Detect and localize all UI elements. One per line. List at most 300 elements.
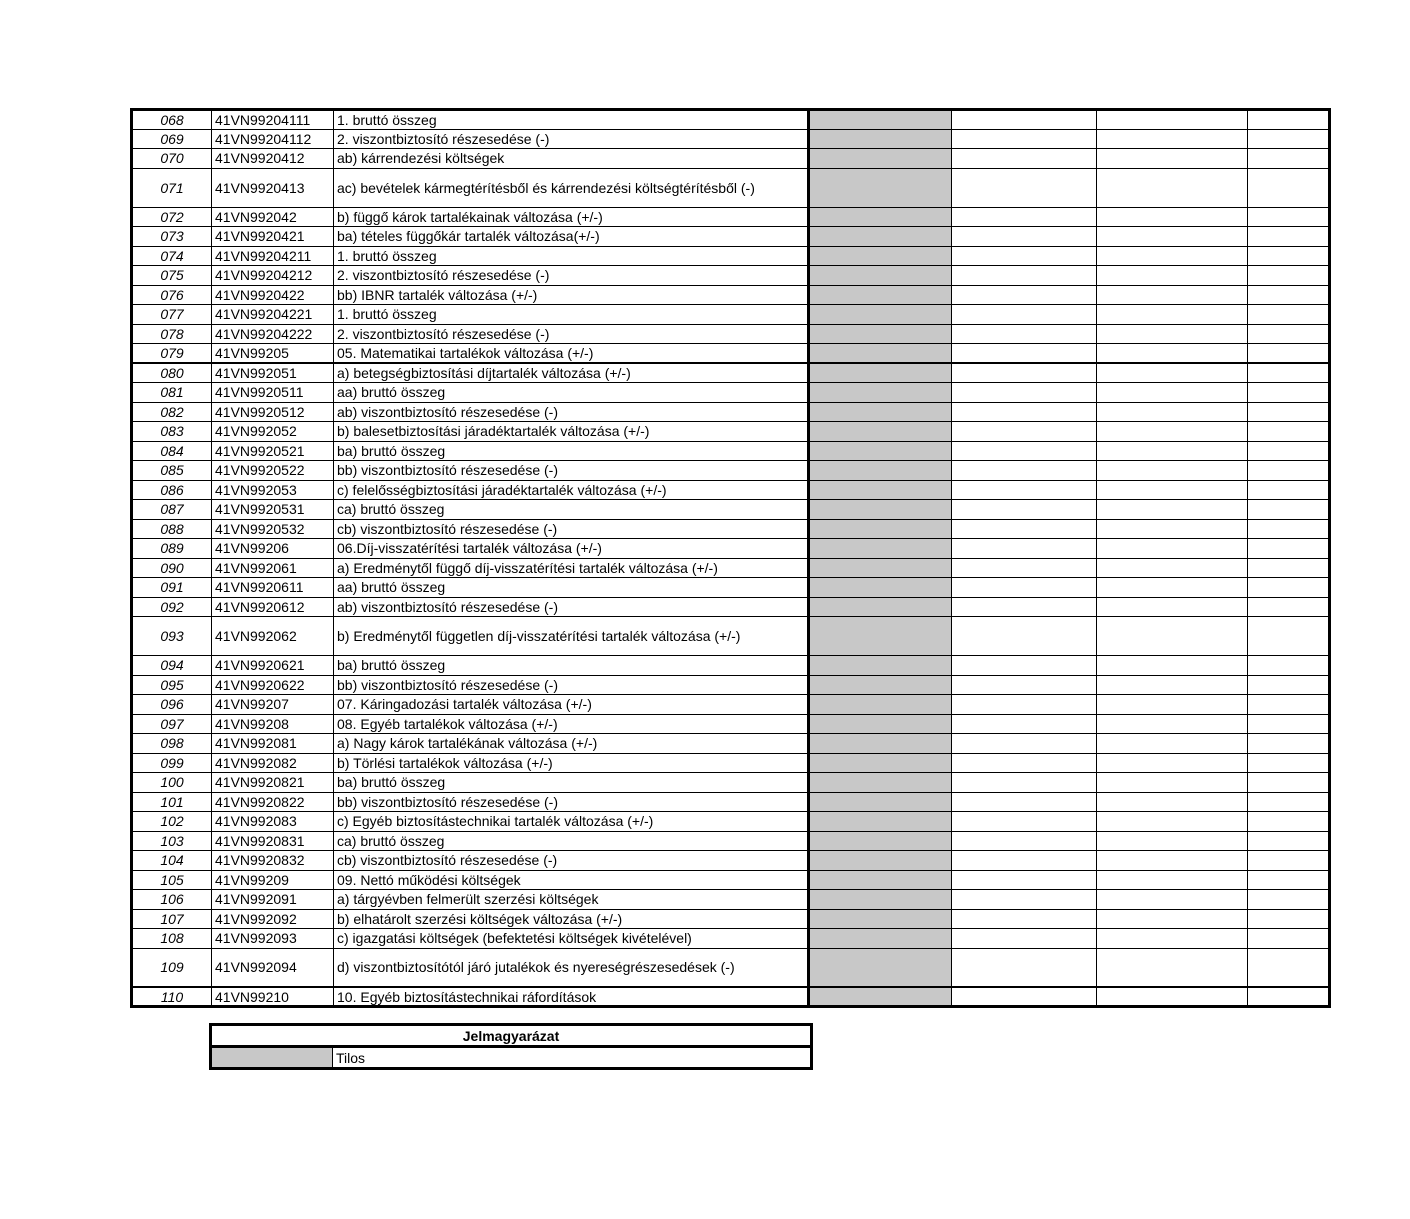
row-code: 41VN9920532 [212, 519, 334, 539]
value-cell-forbidden [809, 227, 952, 247]
row-number: 107 [132, 909, 212, 929]
row-code: 41VN99204211 [212, 246, 334, 266]
row-description: b) balesetbiztosítási járadéktartalék változása (+/-) [334, 422, 809, 442]
row-description: b) Eredménytől független díj-visszatérítési tartalék változása (+/-) [334, 617, 809, 656]
value-cell-forbidden [809, 675, 952, 695]
value-cell [952, 110, 1097, 130]
value-cell [1097, 948, 1248, 987]
row-code: 41VN992042 [212, 207, 334, 227]
row-number: 100 [132, 773, 212, 793]
row-code: 41VN99207 [212, 695, 334, 715]
value-cell [1097, 656, 1248, 676]
value-cell [952, 422, 1097, 442]
value-cell [952, 948, 1097, 987]
row-code: 41VN99204212 [212, 266, 334, 286]
row-number: 070 [132, 149, 212, 169]
value-cell [952, 402, 1097, 422]
row-code: 41VN99206 [212, 539, 334, 559]
value-cell [952, 207, 1097, 227]
table-row [132, 851, 1330, 871]
value-cell-forbidden [809, 422, 952, 442]
row-code: 41VN992051 [212, 363, 334, 383]
value-cell-forbidden [809, 714, 952, 734]
value-cell-forbidden [809, 441, 952, 461]
table-row [132, 441, 1330, 461]
value-cell [1248, 402, 1330, 422]
row-number: 085 [132, 461, 212, 481]
value-cell [1248, 656, 1330, 676]
value-cell-forbidden [809, 402, 952, 422]
value-cell [952, 324, 1097, 344]
value-cell-forbidden [809, 149, 952, 169]
row-number: 102 [132, 812, 212, 832]
value-cell [1097, 305, 1248, 325]
row-description: ba) bruttó összeg [334, 441, 809, 461]
row-number: 073 [132, 227, 212, 247]
value-cell [952, 890, 1097, 910]
value-cell-forbidden [809, 129, 952, 149]
value-cell [952, 480, 1097, 500]
value-cell [1097, 734, 1248, 754]
row-description: ca) bruttó összeg [334, 500, 809, 520]
value-cell-forbidden [809, 383, 952, 403]
row-description: a) Nagy károk tartalékának változása (+/-) [334, 734, 809, 754]
value-cell [1097, 285, 1248, 305]
value-cell [1248, 519, 1330, 539]
value-cell [1097, 402, 1248, 422]
value-cell [1248, 285, 1330, 305]
value-cell [1097, 558, 1248, 578]
value-cell [952, 344, 1097, 364]
value-cell [952, 500, 1097, 520]
value-cell [952, 773, 1097, 793]
value-cell [1097, 851, 1248, 871]
value-cell-forbidden [809, 792, 952, 812]
value-cell [1248, 792, 1330, 812]
row-description: 2. viszontbiztosító részesedése (-) [334, 129, 809, 149]
value-cell [1097, 383, 1248, 403]
row-description: ab) kárrendezési költségek [334, 149, 809, 169]
value-cell [1248, 305, 1330, 325]
table-row [132, 168, 1330, 207]
row-number: 109 [132, 948, 212, 987]
row-description: 1. bruttó összeg [334, 246, 809, 266]
legend-swatch [211, 1047, 333, 1069]
value-cell [1248, 851, 1330, 871]
row-number: 096 [132, 695, 212, 715]
value-cell [952, 149, 1097, 169]
row-number: 098 [132, 734, 212, 754]
row-number: 078 [132, 324, 212, 344]
table-row [132, 812, 1330, 832]
report-table [130, 108, 1331, 1008]
row-description: a) tárgyévben felmerült szerzési költségek [334, 890, 809, 910]
value-cell [1097, 461, 1248, 481]
value-cell [1097, 129, 1248, 149]
row-code: 41VN992083 [212, 812, 334, 832]
value-cell [1248, 461, 1330, 481]
row-description: ba) bruttó összeg [334, 773, 809, 793]
value-cell [1097, 617, 1248, 656]
row-number: 092 [132, 597, 212, 617]
row-description: a) Eredménytől függő díj-visszatérítési tartalék változása (+/-) [334, 558, 809, 578]
table-row [132, 480, 1330, 500]
value-cell [1097, 519, 1248, 539]
table-row [132, 519, 1330, 539]
value-cell [1097, 227, 1248, 247]
value-cell-forbidden [809, 617, 952, 656]
value-cell [1248, 734, 1330, 754]
value-cell-forbidden [809, 344, 952, 364]
value-cell [1097, 831, 1248, 851]
value-cell [952, 870, 1097, 890]
value-cell [1248, 227, 1330, 247]
table-row [132, 870, 1330, 890]
row-description: ca) bruttó összeg [334, 831, 809, 851]
value-cell [952, 812, 1097, 832]
table-row [132, 246, 1330, 266]
row-description: 2. viszontbiztosító részesedése (-) [334, 324, 809, 344]
row-code: 41VN9920412 [212, 149, 334, 169]
row-number: 080 [132, 363, 212, 383]
value-cell [952, 383, 1097, 403]
row-description: 07. Káringadozási tartalék változása (+/-) [334, 695, 809, 715]
value-cell [1097, 539, 1248, 559]
value-cell [1248, 441, 1330, 461]
value-cell [1097, 890, 1248, 910]
value-cell [1097, 266, 1248, 286]
value-cell [1248, 207, 1330, 227]
table-row [132, 149, 1330, 169]
value-cell [952, 851, 1097, 871]
table-row [132, 773, 1330, 793]
value-cell-forbidden [809, 890, 952, 910]
table-row [132, 948, 1330, 987]
value-cell [1097, 792, 1248, 812]
value-cell-forbidden [809, 519, 952, 539]
value-cell [1248, 987, 1330, 1007]
value-cell [1248, 110, 1330, 130]
row-number: 091 [132, 578, 212, 598]
row-number: 097 [132, 714, 212, 734]
row-description: 10. Egyéb biztosítástechnikai ráfordítások [334, 987, 809, 1007]
row-description: b) elhatárolt szerzési költségek változása (+/-) [334, 909, 809, 929]
value-cell [952, 675, 1097, 695]
legend-label: Tilos [333, 1047, 812, 1069]
value-cell [1097, 324, 1248, 344]
row-number: 082 [132, 402, 212, 422]
row-number: 072 [132, 207, 212, 227]
row-code: 41VN9920832 [212, 851, 334, 871]
table-row [132, 344, 1330, 364]
row-code: 41VN99209 [212, 870, 334, 890]
table-row [132, 363, 1330, 383]
row-code: 41VN9920621 [212, 656, 334, 676]
value-cell [952, 285, 1097, 305]
row-code: 41VN9920611 [212, 578, 334, 598]
value-cell-forbidden [809, 168, 952, 207]
value-cell [952, 831, 1097, 851]
table-row [132, 539, 1330, 559]
table-row [132, 558, 1330, 578]
row-code: 41VN9920422 [212, 285, 334, 305]
row-code: 41VN9920521 [212, 441, 334, 461]
value-cell [1097, 363, 1248, 383]
value-cell-forbidden [809, 266, 952, 286]
value-cell [1097, 168, 1248, 207]
row-code: 41VN9920622 [212, 675, 334, 695]
value-cell-forbidden [809, 597, 952, 617]
value-cell [1248, 831, 1330, 851]
value-cell [1097, 480, 1248, 500]
value-cell [1248, 617, 1330, 656]
value-cell-forbidden [809, 363, 952, 383]
table-row [132, 890, 1330, 910]
row-description: bb) viszontbiztosító részesedése (-) [334, 792, 809, 812]
value-cell-forbidden [809, 909, 952, 929]
value-cell [1097, 422, 1248, 442]
table-row [132, 422, 1330, 442]
row-number: 106 [132, 890, 212, 910]
table-row [132, 714, 1330, 734]
value-cell-forbidden [809, 948, 952, 987]
row-description: c) felelősségbiztosítási járadéktartalék változása (+/-) [334, 480, 809, 500]
value-cell-forbidden [809, 812, 952, 832]
row-number: 099 [132, 753, 212, 773]
row-number: 095 [132, 675, 212, 695]
table-row [132, 285, 1330, 305]
row-description: aa) bruttó összeg [334, 383, 809, 403]
row-number: 087 [132, 500, 212, 520]
value-cell [1248, 168, 1330, 207]
row-code: 41VN9920522 [212, 461, 334, 481]
row-description: 06.Díj-visszatérítési tartalék változása (+/-) [334, 539, 809, 559]
row-description: ba) bruttó összeg [334, 656, 809, 676]
row-description: a) betegségbiztosítási díjtartalék változása (+/-) [334, 363, 809, 383]
row-code: 41VN9920413 [212, 168, 334, 207]
value-cell [1097, 149, 1248, 169]
table-row [132, 402, 1330, 422]
table-row [132, 831, 1330, 851]
value-cell-forbidden [809, 656, 952, 676]
value-cell [1248, 422, 1330, 442]
table-row [132, 461, 1330, 481]
table-row [132, 695, 1330, 715]
row-description: b) függő károk tartalékainak változása (+/-) [334, 207, 809, 227]
table-row [132, 734, 1330, 754]
value-cell-forbidden [809, 695, 952, 715]
row-description: 08. Egyéb tartalékok változása (+/-) [334, 714, 809, 734]
row-number: 110 [132, 987, 212, 1007]
value-cell-forbidden [809, 831, 952, 851]
legend-table [209, 1023, 813, 1070]
value-cell-forbidden [809, 558, 952, 578]
row-code: 41VN9920612 [212, 597, 334, 617]
row-description: ab) viszontbiztosító részesedése (-) [334, 402, 809, 422]
value-cell-forbidden [809, 578, 952, 598]
row-code: 41VN992093 [212, 929, 334, 949]
row-code: 41VN99204222 [212, 324, 334, 344]
value-cell-forbidden [809, 987, 952, 1007]
row-number: 081 [132, 383, 212, 403]
value-cell [1248, 266, 1330, 286]
table-row [132, 383, 1330, 403]
row-number: 086 [132, 480, 212, 500]
row-description: 1. bruttó összeg [334, 305, 809, 325]
row-code: 41VN992053 [212, 480, 334, 500]
value-cell [1097, 909, 1248, 929]
row-number: 094 [132, 656, 212, 676]
value-cell [952, 695, 1097, 715]
value-cell [1097, 870, 1248, 890]
value-cell [1097, 675, 1248, 695]
value-cell [952, 305, 1097, 325]
value-cell-forbidden [809, 461, 952, 481]
table-row [132, 500, 1330, 520]
row-code: 41VN9920831 [212, 831, 334, 851]
row-description: c) Egyéb biztosítástechnikai tartalék változása (+/-) [334, 812, 809, 832]
value-cell-forbidden [809, 870, 952, 890]
value-cell [1097, 597, 1248, 617]
value-cell [1248, 929, 1330, 949]
row-number: 088 [132, 519, 212, 539]
value-cell-forbidden [809, 305, 952, 325]
row-code: 41VN992092 [212, 909, 334, 929]
value-cell-forbidden [809, 246, 952, 266]
row-description: aa) bruttó összeg [334, 578, 809, 598]
row-description: 1. bruttó összeg [334, 110, 809, 130]
table-row [132, 987, 1330, 1007]
value-cell [952, 753, 1097, 773]
row-code: 41VN9920822 [212, 792, 334, 812]
row-code: 41VN992061 [212, 558, 334, 578]
row-code: 41VN99204111 [212, 110, 334, 130]
row-code: 41VN99210 [212, 987, 334, 1007]
row-code: 41VN9920531 [212, 500, 334, 520]
value-cell [952, 168, 1097, 207]
row-number: 108 [132, 929, 212, 949]
row-code: 41VN992082 [212, 753, 334, 773]
value-cell-forbidden [809, 753, 952, 773]
row-number: 090 [132, 558, 212, 578]
value-cell [952, 578, 1097, 598]
value-cell [952, 519, 1097, 539]
row-code: 41VN99208 [212, 714, 334, 734]
value-cell [952, 929, 1097, 949]
table-row [132, 305, 1330, 325]
table-body [132, 110, 1330, 1007]
row-description: bb) IBNR tartalék változása (+/-) [334, 285, 809, 305]
table-row [132, 324, 1330, 344]
row-description: bb) viszontbiztosító részesedése (-) [334, 461, 809, 481]
row-number: 084 [132, 441, 212, 461]
row-number: 105 [132, 870, 212, 890]
value-cell [1248, 500, 1330, 520]
value-cell [952, 734, 1097, 754]
value-cell [952, 227, 1097, 247]
value-cell [952, 246, 1097, 266]
value-cell-forbidden [809, 110, 952, 130]
value-cell [1248, 948, 1330, 987]
value-cell [1248, 870, 1330, 890]
row-number: 093 [132, 617, 212, 656]
table-row [132, 207, 1330, 227]
row-number: 076 [132, 285, 212, 305]
value-cell [1097, 929, 1248, 949]
table-row [132, 792, 1330, 812]
row-code: 41VN99204221 [212, 305, 334, 325]
value-cell [1097, 987, 1248, 1007]
row-description: ab) viszontbiztosító részesedése (-) [334, 597, 809, 617]
value-cell-forbidden [809, 207, 952, 227]
value-cell [1248, 714, 1330, 734]
value-cell [952, 266, 1097, 286]
value-cell [952, 617, 1097, 656]
row-description: bb) viszontbiztosító részesedése (-) [334, 675, 809, 695]
value-cell [1248, 363, 1330, 383]
value-cell-forbidden [809, 324, 952, 344]
value-cell [1248, 890, 1330, 910]
row-description: d) viszontbiztosítótól járó jutalékok és nyereségrészesedések (-) [334, 948, 809, 987]
value-cell [1097, 344, 1248, 364]
value-cell [1248, 324, 1330, 344]
table-row [132, 597, 1330, 617]
row-code: 41VN99205 [212, 344, 334, 364]
value-cell [952, 558, 1097, 578]
row-number: 089 [132, 539, 212, 559]
value-cell-forbidden [809, 851, 952, 871]
row-description: 2. viszontbiztosító részesedése (-) [334, 266, 809, 286]
row-number: 069 [132, 129, 212, 149]
value-cell [952, 129, 1097, 149]
value-cell [952, 539, 1097, 559]
row-description: b) Törlési tartalékok változása (+/-) [334, 753, 809, 773]
row-number: 104 [132, 851, 212, 871]
value-cell-forbidden [809, 500, 952, 520]
value-cell [1097, 110, 1248, 130]
value-cell [952, 987, 1097, 1007]
row-number: 074 [132, 246, 212, 266]
table-row [132, 656, 1330, 676]
value-cell [1248, 558, 1330, 578]
value-cell [952, 461, 1097, 481]
value-cell [1248, 695, 1330, 715]
value-cell [1097, 207, 1248, 227]
row-description: ac) bevételek kármegtérítésből és kárrendezési költségtérítésből (-) [334, 168, 809, 207]
row-description: 05. Matematikai tartalékok változása (+/-) [334, 344, 809, 364]
row-number: 079 [132, 344, 212, 364]
value-cell [1248, 129, 1330, 149]
row-code: 41VN99204112 [212, 129, 334, 149]
value-cell [1248, 909, 1330, 929]
table-row [132, 227, 1330, 247]
value-cell [952, 597, 1097, 617]
row-code: 41VN992081 [212, 734, 334, 754]
value-cell [1248, 246, 1330, 266]
value-cell-forbidden [809, 480, 952, 500]
value-cell [1097, 773, 1248, 793]
table-row [132, 929, 1330, 949]
value-cell [1097, 578, 1248, 598]
row-description: cb) viszontbiztosító részesedése (-) [334, 519, 809, 539]
row-number: 101 [132, 792, 212, 812]
value-cell-forbidden [809, 285, 952, 305]
value-cell [1248, 597, 1330, 617]
value-cell [1097, 812, 1248, 832]
row-code: 41VN992052 [212, 422, 334, 442]
table-row [132, 909, 1330, 929]
value-cell [952, 656, 1097, 676]
